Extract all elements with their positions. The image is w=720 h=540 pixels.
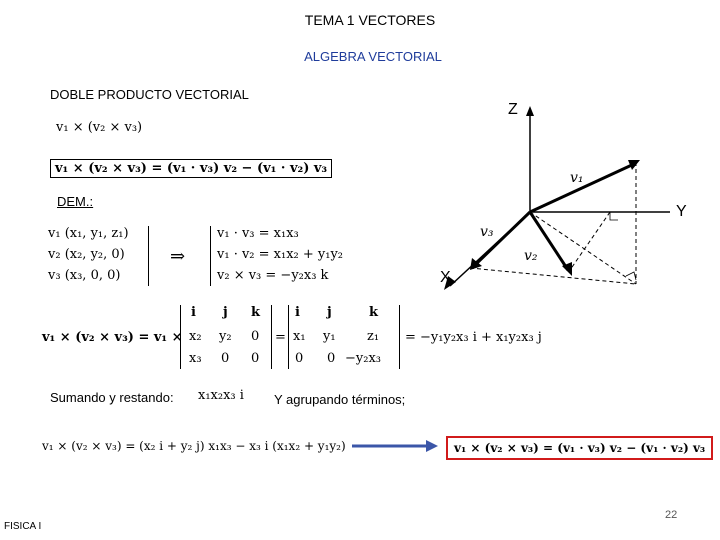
component-list — [48, 226, 149, 286]
cross-v2-v3: v₂ × v₃ = −y₂x₃ k — [217, 268, 329, 283]
sumando-term: x₁x₂x₃ i — [198, 388, 244, 403]
det2-cell: x₁ — [293, 329, 306, 344]
guide-line — [530, 212, 636, 284]
sumando-label: Sumando y restando: — [50, 390, 174, 405]
right-angle-marker — [626, 272, 636, 280]
det1-cell: j — [223, 305, 228, 320]
det1-cell: 0 — [251, 351, 260, 366]
guide-line — [570, 212, 610, 270]
product-list — [210, 226, 351, 286]
right-arrow-icon — [350, 436, 440, 456]
det1-cell: x₃ — [189, 351, 202, 366]
triple-product-expression: v₁ × (v₂ × v₃) — [56, 120, 143, 135]
det2-cell: 0 — [327, 351, 336, 366]
vector-diagram — [430, 90, 700, 300]
det2-cell: j — [327, 305, 332, 320]
v3-label: v₃ — [480, 224, 494, 240]
dot-v1-v2: v₁ · v₂ = x₁x₂ + y₁y₂ — [217, 247, 344, 262]
agrupando-label: Y agrupando términos; — [274, 392, 406, 407]
x-axis-label: X — [440, 269, 451, 286]
section-heading: DOBLE PRODUCTO VECTORIAL — [50, 87, 249, 102]
det1-cell: i — [191, 305, 196, 320]
page-title: TEMA 1 VECTORES — [304, 12, 436, 28]
det1-cell: y₂ — [219, 329, 232, 344]
guide-line — [470, 268, 636, 284]
determinant-1 — [180, 305, 272, 369]
det1-cell: k — [251, 305, 261, 320]
component-row-v2: v₂ (x₂, y₂, 0) — [48, 247, 125, 262]
det2-cell: z₁ — [367, 329, 380, 344]
implies-symbol: ⇒ — [170, 246, 186, 267]
z-axis-label: Z — [508, 101, 518, 118]
component-row-v3: v₃ (x₃, 0, 0) — [48, 268, 121, 283]
dem-label: DEM.: — [57, 194, 94, 209]
page-number: 22 — [665, 509, 678, 521]
det1-cell: 0 — [251, 329, 260, 344]
cross-product-lhs: v₁ × (v₂ × v₃) = v₁ × — [42, 330, 183, 345]
det2-cell: y₁ — [323, 329, 336, 344]
equals-sign: = — [275, 330, 286, 345]
expansion-expression: v₁ × (v₂ × v₃) = (x₂ i + y₂ j) x₁x₃ − x₃ i (x₁x₂ + y₁y₂) — [42, 439, 346, 453]
det2-cell: k — [369, 305, 379, 320]
determinant-2 — [288, 305, 400, 369]
cross-product-result: = −y₁y₂x₃ i + x₁y₂x₃ j — [405, 330, 542, 345]
det2-cell: i — [295, 305, 300, 320]
v2-label: v₂ — [524, 248, 538, 264]
course-footer: FISICA I — [4, 521, 42, 532]
det2-cell: 0 — [295, 351, 304, 366]
det1-cell: 0 — [221, 351, 230, 366]
page-subtitle: ALGEBRA VECTORIAL — [304, 49, 442, 64]
component-row-v1: v₁ (x₁, y₁, z₁) — [48, 226, 129, 241]
y-axis-label: Y — [676, 203, 687, 220]
dot-v1-v3: v₁ · v₃ = x₁x₃ — [217, 226, 299, 241]
z-axis-arrowhead-icon — [526, 106, 534, 116]
det2-cell: −y₂x₃ — [345, 351, 381, 366]
identity-box: v₁ × (v₂ × v₃) = (v₁ · v₃) v₂ − (v₁ · v₂) v₃ — [50, 159, 332, 178]
right-angle-marker — [610, 212, 618, 220]
det1-cell: x₂ — [189, 329, 202, 344]
final-result-box: v₁ × (v₂ × v₃) = (v₁ · v₃) v₂ − (v₁ · v₂) v₃ — [446, 436, 713, 460]
v1-label: v₁ — [570, 170, 584, 186]
